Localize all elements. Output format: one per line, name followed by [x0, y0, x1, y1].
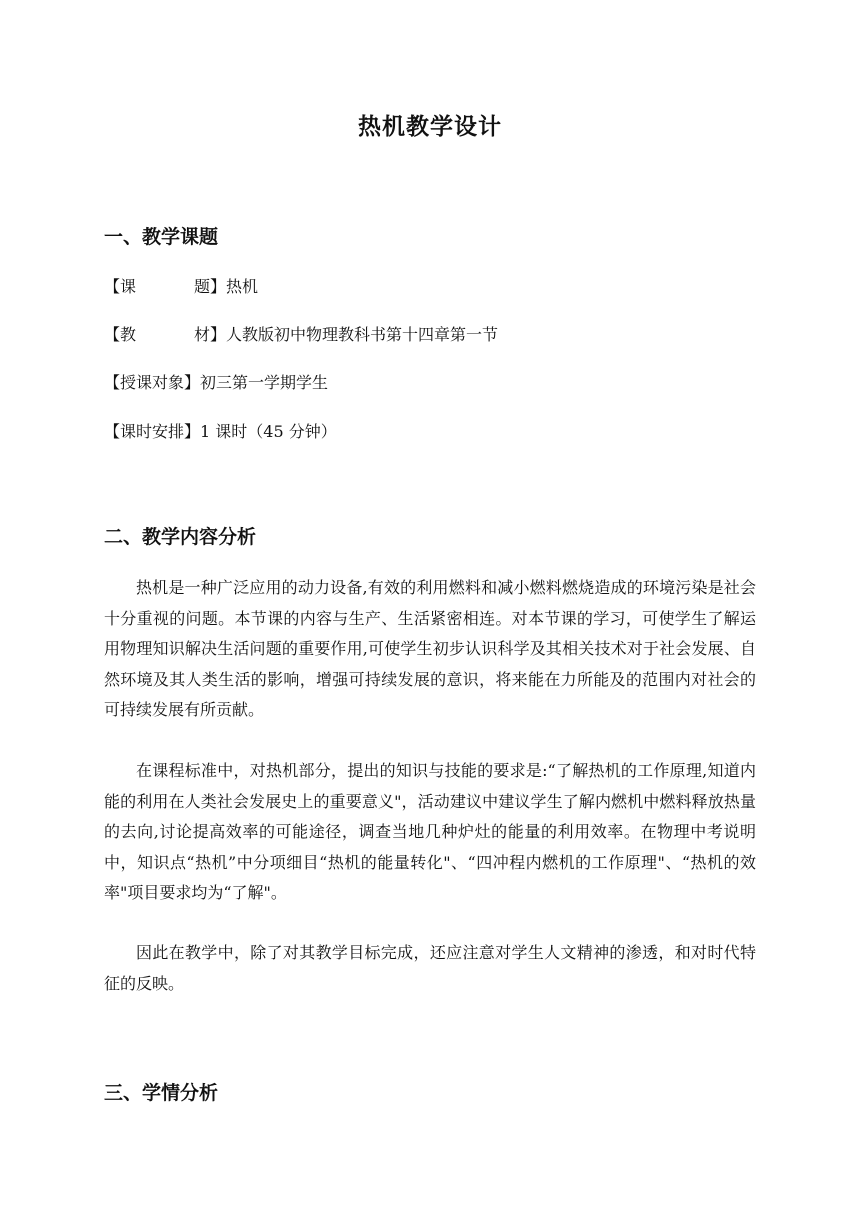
info-line-audience: [104, 371, 328, 395]
paragraph-curriculum: 在课程标准中，对热机部分，提出的知识与技能的要求是:“了解热机的工作原理,知道内能的利用在人类社会发展史上的重要意义"，活动建议中建议学生了解内燃机中燃料释放热量的去向,讨论提高效率的可能途径，调查当地几种炉灶的能量的利用效率。在物理中考说明中，知识点“热机”中分项细目“热机的能量转化"、“四冲程内燃机的工作原理"、“热机的效率"项目要求均为“了解"。: [104, 761, 756, 902]
info-value-audience: 初三第一学期学生: [200, 373, 329, 392]
paragraph-intro: 热机是一种广泛应用的动力设备,有效的利用燃料和减小燃料燃烧造成的环境污染是社会十分重视的问题。本节课的内容与生产、生活紧密相连。对本节课的学习，可使学生了解运用物理知识解决生活问题的重要作用,可使学生初步认识科学及其相关技术对于社会发展、自然环境及其人类生活的影响，增强可持续发展的意识，将来能在力所能及的范围内对社会的可持续发展有所贡献。: [104, 578, 756, 719]
document-title: 热机教学设计: [358, 114, 502, 140]
info-label-topic: 【课 题】: [104, 277, 227, 296]
section-heading-student-analysis: 三、学情分析: [104, 1082, 219, 1104]
info-line-textbook: [104, 323, 498, 347]
info-line-schedule: [104, 420, 337, 444]
section-heading-topic: 一、教学课题: [104, 226, 219, 248]
info-value-topic: 热机: [226, 277, 259, 296]
info-line-topic: [104, 275, 258, 299]
paragraph-conclusion: 因此在教学中，除了对其教学目标完成，还应注意对学生人文精神的渗透，和对时代特征的反映。: [104, 943, 756, 993]
info-label-schedule: 【课时安排】: [104, 422, 201, 441]
info-label-audience: 【授课对象】: [104, 373, 201, 392]
section-heading-content-analysis: 二、教学内容分析: [104, 526, 257, 548]
info-value-textbook: 人教版初中物理教科书第十四章第一节: [226, 325, 499, 344]
info-value-schedule: 1 课时（45 分钟）: [200, 422, 337, 441]
info-label-textbook: 【教 材】: [104, 325, 227, 344]
